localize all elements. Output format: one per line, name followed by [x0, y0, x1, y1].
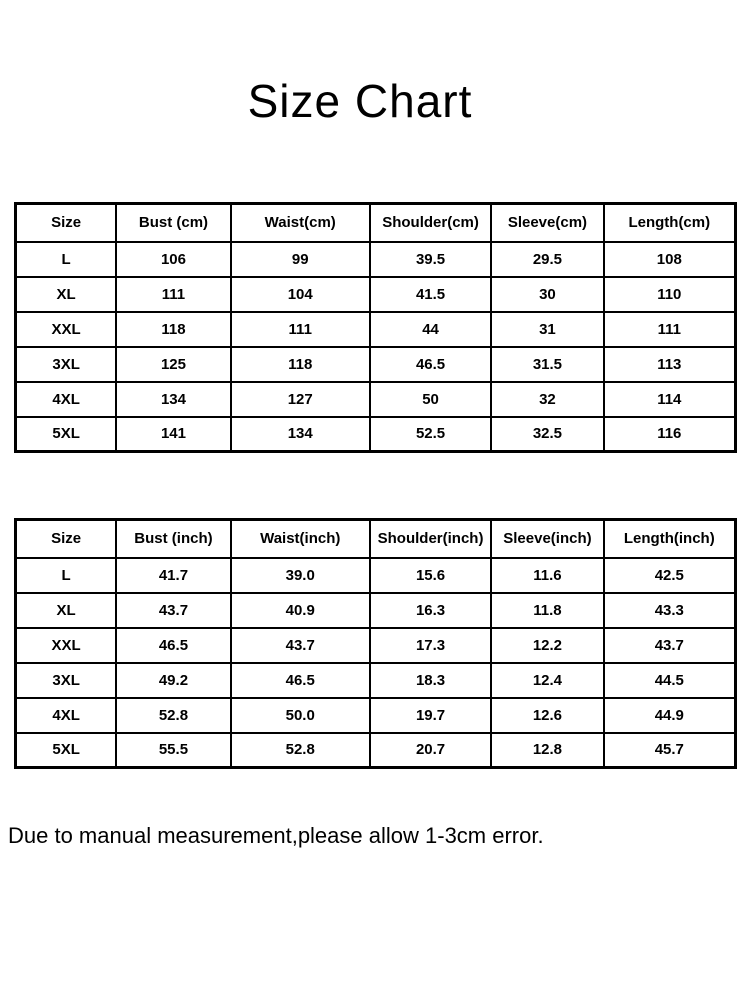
value-cell: 127 — [231, 382, 370, 417]
page-title: Size Chart — [247, 75, 473, 127]
value-cell: 40.9 — [231, 593, 370, 628]
value-cell: 17.3 — [370, 628, 491, 663]
value-cell: 41.7 — [116, 558, 230, 593]
size-cell: 3XL — [16, 347, 117, 382]
table-row — [16, 558, 736, 593]
value-cell: 11.8 — [491, 593, 603, 628]
value-cell: 43.7 — [604, 628, 736, 663]
value-cell: 46.5 — [231, 663, 370, 698]
value-cell: 31 — [491, 312, 603, 347]
value-cell: 118 — [116, 312, 230, 347]
value-cell: 12.8 — [491, 733, 603, 768]
value-cell: 113 — [604, 347, 736, 382]
value-cell: 44.9 — [604, 698, 736, 733]
header-row — [16, 204, 736, 242]
size-cell: XXL — [16, 312, 117, 347]
table-row — [16, 733, 736, 768]
value-cell: 125 — [116, 347, 230, 382]
value-cell: 41.5 — [370, 277, 491, 312]
value-cell: 43.7 — [231, 628, 370, 663]
column-header: Bust (inch) — [116, 520, 230, 558]
size-cell: 5XL — [16, 417, 117, 452]
value-cell: 99 — [231, 242, 370, 277]
value-cell: 39.0 — [231, 558, 370, 593]
value-cell: 16.3 — [370, 593, 491, 628]
value-cell: 30 — [491, 277, 603, 312]
value-cell: 49.2 — [116, 663, 230, 698]
value-cell: 111 — [116, 277, 230, 312]
table-row — [16, 628, 736, 663]
table-row — [16, 242, 736, 277]
value-cell: 110 — [604, 277, 736, 312]
value-cell: 42.5 — [604, 558, 736, 593]
value-cell: 52.8 — [116, 698, 230, 733]
column-header: Size — [16, 520, 117, 558]
value-cell: 106 — [116, 242, 230, 277]
value-cell: 134 — [231, 417, 370, 452]
column-header: Shoulder(cm) — [370, 204, 491, 242]
column-header: Sleeve(inch) — [491, 520, 603, 558]
value-cell: 55.5 — [116, 733, 230, 768]
value-cell: 104 — [231, 277, 370, 312]
value-cell: 12.2 — [491, 628, 603, 663]
column-header: Bust (cm) — [116, 204, 230, 242]
value-cell: 43.7 — [116, 593, 230, 628]
column-header: Waist(inch) — [231, 520, 370, 558]
value-cell: 32.5 — [491, 417, 603, 452]
value-cell: 15.6 — [370, 558, 491, 593]
value-cell: 29.5 — [491, 242, 603, 277]
value-cell: 52.8 — [231, 733, 370, 768]
value-cell: 11.6 — [491, 558, 603, 593]
value-cell: 20.7 — [370, 733, 491, 768]
value-cell: 18.3 — [370, 663, 491, 698]
size-cell: 5XL — [16, 733, 117, 768]
value-cell: 43.3 — [604, 593, 736, 628]
size-cell: 4XL — [16, 382, 117, 417]
table-row — [16, 382, 736, 417]
table-row — [16, 698, 736, 733]
value-cell: 46.5 — [370, 347, 491, 382]
size-table-inch — [14, 518, 737, 769]
column-header: Shoulder(inch) — [370, 520, 491, 558]
value-cell: 46.5 — [116, 628, 230, 663]
value-cell: 108 — [604, 242, 736, 277]
value-cell: 12.4 — [491, 663, 603, 698]
value-cell: 44.5 — [604, 663, 736, 698]
column-header: Length(cm) — [604, 204, 736, 242]
size-cell: L — [16, 242, 117, 277]
value-cell: 52.5 — [370, 417, 491, 452]
table-row — [16, 663, 736, 698]
table-row — [16, 417, 736, 452]
value-cell: 141 — [116, 417, 230, 452]
column-header: Waist(cm) — [231, 204, 370, 242]
value-cell: 50.0 — [231, 698, 370, 733]
value-cell: 44 — [370, 312, 491, 347]
value-cell: 114 — [604, 382, 736, 417]
value-cell: 12.6 — [491, 698, 603, 733]
table-row — [16, 277, 736, 312]
size-cell: L — [16, 558, 117, 593]
size-cell: XL — [16, 593, 117, 628]
value-cell: 31.5 — [491, 347, 603, 382]
size-cell: XXL — [16, 628, 117, 663]
value-cell: 50 — [370, 382, 491, 417]
value-cell: 118 — [231, 347, 370, 382]
header-row — [16, 520, 736, 558]
value-cell: 32 — [491, 382, 603, 417]
value-cell: 116 — [604, 417, 736, 452]
value-cell: 134 — [116, 382, 230, 417]
column-header: Sleeve(cm) — [491, 204, 603, 242]
size-table-cm — [14, 202, 737, 453]
value-cell: 19.7 — [370, 698, 491, 733]
table-row — [16, 347, 736, 382]
column-header: Size — [16, 204, 117, 242]
column-header: Length(inch) — [604, 520, 736, 558]
measurement-note: Due to manual measurement,please allow 1-3cm error. — [8, 823, 544, 848]
size-cell: XL — [16, 277, 117, 312]
size-cell: 4XL — [16, 698, 117, 733]
value-cell: 111 — [231, 312, 370, 347]
table-row — [16, 312, 736, 347]
table-row — [16, 593, 736, 628]
value-cell: 45.7 — [604, 733, 736, 768]
value-cell: 39.5 — [370, 242, 491, 277]
value-cell: 111 — [604, 312, 736, 347]
size-cell: 3XL — [16, 663, 117, 698]
